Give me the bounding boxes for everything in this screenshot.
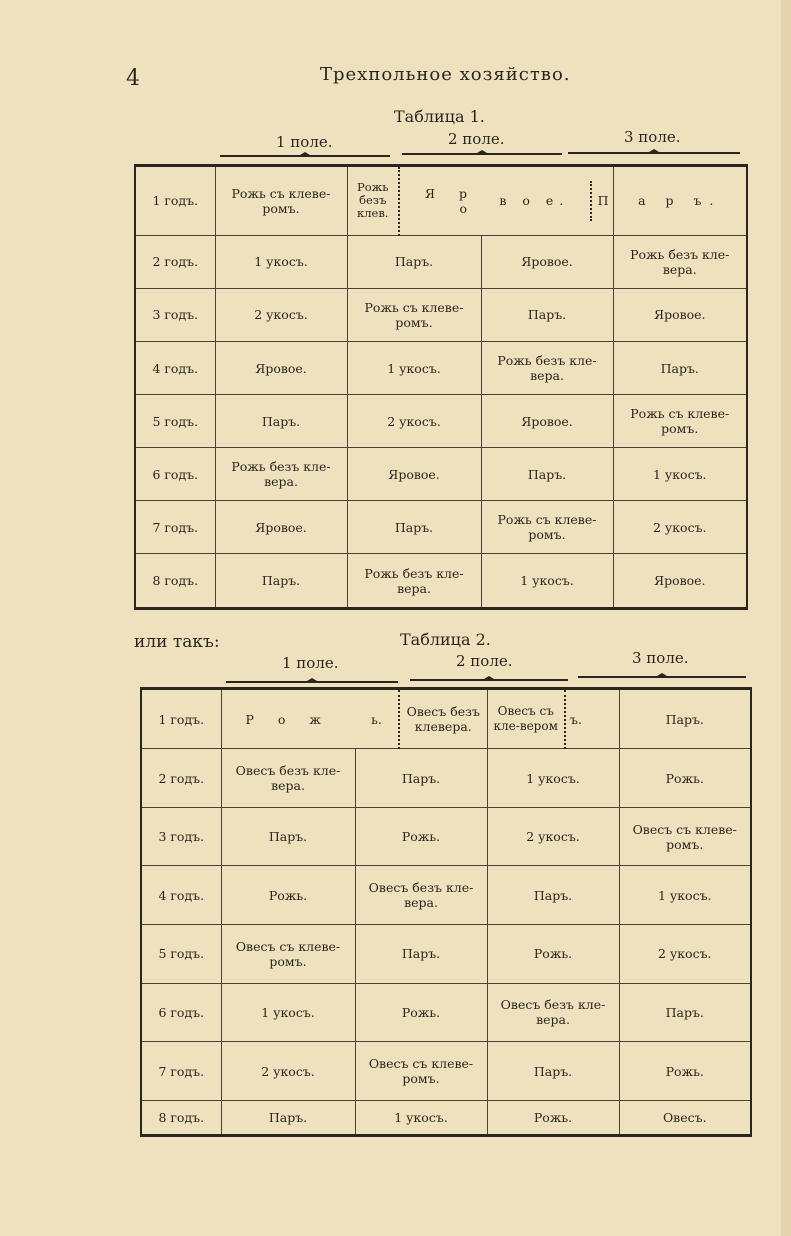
crop-cell: Овесъ безъ кле-вера.: [355, 866, 487, 925]
table-row: [135, 341, 747, 394]
crop-cell: Паръ.: [619, 689, 751, 749]
crop-cell: 2 укосъ.: [347, 395, 481, 448]
year-cell: 5 годъ.: [135, 395, 215, 448]
connector-text: или такъ:: [134, 632, 220, 652]
year-cell: 1 годъ.: [135, 166, 215, 236]
crop-cell: Рожь безъ кле-вера.: [613, 235, 747, 288]
table2-field3-label: 3 поле.: [632, 649, 689, 667]
crop-cell: Рожь.: [487, 1100, 619, 1135]
table-row: [141, 1042, 751, 1101]
table-row: [135, 166, 747, 236]
table-row: [135, 554, 747, 609]
table-row: [135, 448, 747, 501]
crop-cell-par-part2: а р ъ.: [613, 166, 747, 236]
year-cell: 1 годъ.: [141, 689, 221, 749]
table1-field3-label: 3 поле.: [624, 128, 681, 146]
table-row: [141, 749, 751, 808]
table2-field1-label: 1 поле.: [282, 654, 339, 672]
table1-field1-brace: [220, 155, 390, 157]
crop-cell: 2 укосъ.: [619, 925, 751, 984]
crop-cell-oves-clover-part2: ъ.: [565, 689, 619, 749]
crop-cell: 1 укосъ.: [221, 983, 355, 1042]
crop-cell: Овесъ безъ кле-вера.: [221, 749, 355, 808]
table1-field2-brace: [402, 153, 562, 155]
crop-cell: 1 укосъ.: [481, 554, 613, 609]
crop-cell: Рожь безъ кле-вера.: [481, 341, 613, 394]
crop-cell-yarovoe-par-split: в о е. П: [481, 166, 613, 236]
crop-cell: Яровое.: [613, 288, 747, 341]
crop-cell: Рожь безъ кле-вера.: [215, 448, 347, 501]
year-cell: 3 годъ.: [135, 288, 215, 341]
crop-cell: Рожь.: [221, 866, 355, 925]
year-cell: 8 годъ.: [135, 554, 215, 609]
table-row: [141, 689, 751, 749]
crop-cell: Паръ.: [481, 448, 613, 501]
running-head: Трехпольное хозяйство.: [320, 64, 571, 85]
table2-field2-label: 2 поле.: [456, 652, 513, 670]
year-cell: 8 годъ.: [141, 1100, 221, 1135]
crop-cell: Яровое.: [215, 501, 347, 554]
crop-cell: Паръ.: [347, 501, 481, 554]
crop-cell: Паръ.: [355, 925, 487, 984]
crop-cell: Яровое.: [481, 235, 613, 288]
year-cell: 2 годъ.: [141, 749, 221, 808]
table1-field1-label: 1 поле.: [276, 133, 333, 151]
year-cell: 4 годъ.: [135, 341, 215, 394]
crop-cell: Яровое.: [481, 395, 613, 448]
crop-cell-clover-part: Рожь безъ клев.: [347, 166, 399, 236]
table2-field3-brace: [578, 676, 746, 678]
year-cell: 7 годъ.: [141, 1042, 221, 1101]
crop-cell: Паръ.: [215, 554, 347, 609]
table-row: [135, 501, 747, 554]
crop-cell: Овесъ безъ клевера.: [399, 689, 487, 749]
page-number: 4: [126, 66, 140, 91]
table-row: [141, 807, 751, 866]
table-row: [141, 925, 751, 984]
crop-cell: Рожь съ клеве-ромъ.: [481, 501, 613, 554]
year-cell: 2 годъ.: [135, 235, 215, 288]
crop-cell: Рожь безъ кле-вера.: [347, 554, 481, 609]
crop-cell: Паръ.: [347, 235, 481, 288]
table-row: [135, 288, 747, 341]
crop-cell: Яровое.: [347, 448, 481, 501]
crop-cell: Яровое.: [215, 341, 347, 394]
crop-cell: Рожь съ клеве-ромъ.: [215, 166, 347, 236]
crop-cell: Рожь.: [355, 807, 487, 866]
crop-cell: Паръ.: [215, 395, 347, 448]
crop-cell: Паръ.: [487, 866, 619, 925]
table-row: [141, 1100, 751, 1135]
crop-cell: 2 укосъ.: [613, 501, 747, 554]
crop-cell: 1 укосъ.: [487, 749, 619, 808]
table2-caption: Таблица 2.: [400, 630, 491, 649]
table1-field2-label: 2 поле.: [448, 130, 505, 148]
year-cell: 5 годъ.: [141, 925, 221, 984]
crop-cell: Рожь съ клеве-ромъ.: [347, 288, 481, 341]
crop-cell: Рожь.: [355, 983, 487, 1042]
crop-cell: Рожь.: [619, 749, 751, 808]
table1-field3-brace: [568, 152, 740, 154]
table1-caption: Таблица 1.: [394, 107, 485, 126]
crop-cell: 1 укосъ.: [347, 341, 481, 394]
year-cell: 6 годъ.: [135, 448, 215, 501]
crop-cell: 1 укосъ.: [619, 866, 751, 925]
crop-cell: 2 укосъ.: [215, 288, 347, 341]
crop-cell-rozh-part2: ь.: [355, 689, 399, 749]
table2-field1-brace: [226, 681, 398, 683]
crop-cell: Паръ.: [355, 749, 487, 808]
crop-cell: 2 укосъ.: [221, 1042, 355, 1101]
crop-cell: Овесъ съ клеве-ромъ.: [221, 925, 355, 984]
crop-cell-yarovoe-part1: Я р о: [399, 166, 481, 236]
crop-cell: Паръ.: [619, 983, 751, 1042]
table2-field2-brace: [410, 679, 568, 681]
table-row: [141, 866, 751, 925]
crop-cell: Овесъ.: [619, 1100, 751, 1135]
rotation-table-1: [134, 164, 748, 610]
table-row: [141, 983, 751, 1042]
crop-cell: Паръ.: [221, 1100, 355, 1135]
table-row: [135, 395, 747, 448]
crop-cell: Паръ.: [487, 1042, 619, 1101]
crop-cell: Овесъ съ клеве-ромъ.: [355, 1042, 487, 1101]
crop-cell: Рожь съ клеве-ромъ.: [613, 395, 747, 448]
crop-cell: 1 укосъ.: [355, 1100, 487, 1135]
page-edge: [781, 0, 791, 1236]
crop-cell: Рожь.: [487, 925, 619, 984]
table-row: [135, 235, 747, 288]
year-cell: 6 годъ.: [141, 983, 221, 1042]
rotation-table-2: [140, 687, 752, 1137]
year-cell: 7 годъ.: [135, 501, 215, 554]
year-cell: 3 годъ.: [141, 807, 221, 866]
crop-cell: Паръ.: [221, 807, 355, 866]
crop-cell: Рожь.: [619, 1042, 751, 1101]
crop-cell: Паръ.: [481, 288, 613, 341]
crop-cell: Овесъ безъ кле-вера.: [487, 983, 619, 1042]
crop-cell-oves-clover-part1: Овесъ съ кле-вером: [487, 689, 565, 749]
crop-cell: 1 укосъ.: [613, 448, 747, 501]
crop-cell: Паръ.: [613, 341, 747, 394]
crop-cell: Овесъ съ клеве-ромъ.: [619, 807, 751, 866]
crop-cell: Яровое.: [613, 554, 747, 609]
crop-cell: 1 укосъ.: [215, 235, 347, 288]
year-cell: 4 годъ.: [141, 866, 221, 925]
crop-cell-rozh-part1: Р о ж: [221, 689, 355, 749]
crop-cell: 2 укосъ.: [487, 807, 619, 866]
